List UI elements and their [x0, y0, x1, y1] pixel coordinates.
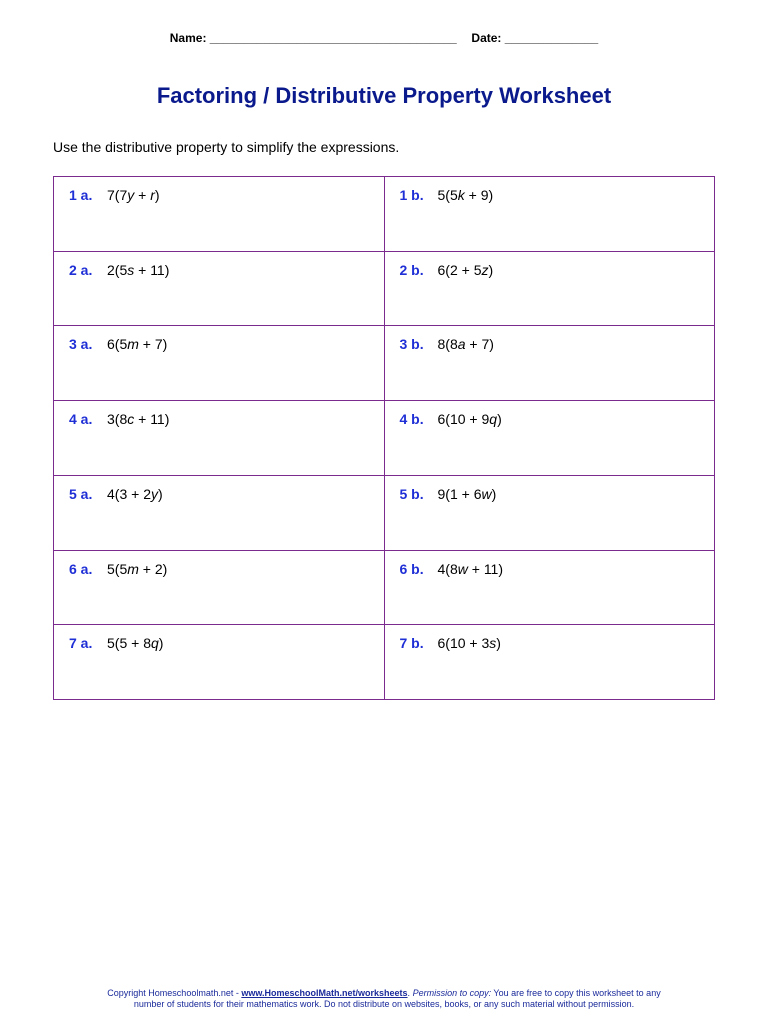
problem-number: 2 a. — [69, 261, 93, 278]
expression-text: 6(10 + 9 — [437, 411, 490, 428]
problem-row — [54, 475, 715, 550]
problem-number: 4 a. — [69, 411, 93, 428]
expression-text: ) — [491, 485, 497, 502]
problem-row — [54, 401, 715, 476]
problem-expression — [107, 262, 169, 278]
problem-expression — [107, 635, 163, 651]
expression-text: 6(10 + 3 — [437, 635, 490, 652]
problem-number: 1 a. — [69, 187, 93, 203]
expression-text: 2(5 — [107, 261, 128, 278]
problem-number: 3 a. — [69, 336, 93, 353]
footer — [0, 988, 768, 1010]
problem-number: 1 b. — [399, 187, 424, 203]
problem-cell-3b — [384, 326, 715, 401]
expression-text: ) — [496, 635, 501, 652]
problem-number: 5 a. — [69, 485, 93, 502]
expression-variable: k — [457, 187, 465, 203]
expression-text: ) — [154, 187, 160, 203]
expression-variable: a — [457, 336, 466, 353]
date-blank[interactable]: ______________ — [504, 31, 599, 45]
footer-line-1 — [0, 988, 768, 999]
expression-text: 5(5 + 8 — [107, 635, 151, 652]
expression-variable: z — [481, 261, 489, 278]
expression-text: + 11) — [134, 261, 170, 278]
problem-number: 5 b. — [399, 485, 424, 502]
problem-expression — [438, 336, 494, 352]
expression-text: ) — [497, 411, 502, 428]
expression-text: ) — [157, 485, 163, 502]
expression-text: 6(5 — [107, 336, 128, 353]
expression-variable: y — [150, 485, 158, 502]
problem-row — [54, 625, 715, 700]
problem-number: 6 a. — [69, 560, 93, 577]
footer-after-link: . — [407, 988, 413, 998]
expression-variable: m — [127, 560, 139, 577]
name-blank[interactable]: _____________________________________ — [209, 31, 457, 45]
expression-text: + 11) — [134, 411, 170, 428]
problem-cell-2b — [384, 251, 715, 326]
problem-cell-5b — [384, 475, 715, 550]
problem-table-body — [54, 177, 715, 700]
name-label: Name: — [169, 31, 207, 45]
expression-text: + 11) — [467, 560, 504, 577]
problem-expression — [438, 486, 497, 502]
problem-cell-3a — [54, 326, 385, 401]
problem-number: 4 b. — [399, 411, 424, 428]
problem-number: 7 a. — [69, 635, 93, 652]
problem-table — [53, 176, 715, 700]
expression-text: + 7) — [465, 336, 494, 353]
problem-cell-5a — [54, 475, 385, 550]
problem-expression — [107, 336, 167, 352]
expression-text: 5(5 — [107, 560, 128, 577]
footer-permission-label: Permission to copy: — [412, 988, 492, 998]
expression-text: 4(8 — [437, 560, 458, 577]
footer-permission-text-1: You are free to copy this worksheet to any — [491, 988, 661, 998]
date-label: Date: — [471, 31, 502, 45]
expression-variable: q — [150, 635, 159, 652]
problem-row — [54, 251, 715, 326]
expression-variable: r — [150, 187, 155, 203]
expression-text: 9(1 + 6 — [437, 485, 482, 502]
expression-text: 8(8 — [437, 336, 458, 353]
expression-text: ) — [158, 635, 164, 652]
problem-expression — [107, 411, 169, 427]
expression-text: 7(7 — [107, 187, 128, 203]
problem-row — [54, 550, 715, 625]
footer-link[interactable]: www.HomeschoolMath.net/worksheets — [241, 988, 408, 998]
instructions: Use the distributive property to simplify the expressions. — [53, 139, 400, 155]
problem-cell-1a — [54, 177, 385, 252]
expression-variable: q — [489, 411, 498, 428]
name-date-line — [0, 31, 768, 45]
expression-text: ) — [488, 261, 494, 278]
problem-expression — [438, 187, 494, 203]
problem-number: 6 b. — [399, 560, 424, 577]
problem-cell-6a — [54, 550, 385, 625]
problem-expression — [107, 561, 167, 577]
problem-expression — [107, 486, 163, 502]
problem-expression — [438, 262, 494, 278]
expression-variable: s — [127, 261, 135, 278]
problem-cell-4a — [54, 401, 385, 476]
expression-text: + 7) — [138, 336, 168, 353]
footer-line-2: number of students for their mathematics work. Do not distribute on websites, books, or any such material without permission. — [133, 999, 635, 1009]
expression-variable: y — [127, 187, 135, 203]
expression-variable: m — [127, 336, 139, 353]
expression-text: + 9) — [464, 187, 494, 203]
problem-expression — [438, 411, 502, 427]
expression-text: 4(3 + 2 — [107, 485, 151, 502]
problem-cell-2a — [54, 251, 385, 326]
problem-cell-1b — [384, 177, 715, 252]
problem-cell-7a — [54, 625, 385, 700]
problem-expression — [107, 187, 160, 203]
problem-number: 7 b. — [399, 635, 424, 652]
expression-text: 3(8 — [107, 411, 128, 428]
problem-number: 3 b. — [399, 336, 424, 353]
problem-cell-7b — [384, 625, 715, 700]
expression-text: 5(5 — [437, 187, 458, 203]
expression-text: 6(2 + 5 — [437, 261, 482, 278]
expression-text: + — [134, 187, 151, 203]
problem-cell-6b — [384, 550, 715, 625]
expression-text: + 2) — [138, 560, 168, 577]
expression-variable: w — [457, 560, 468, 577]
problem-number: 2 b. — [399, 261, 424, 278]
expression-variable: c — [127, 411, 135, 428]
problem-row — [54, 326, 715, 401]
problem-row — [54, 177, 715, 252]
problem-cell-4b — [384, 401, 715, 476]
problem-expression — [438, 561, 504, 577]
footer-copyright: Copyright Homeschoolmath.net - — [107, 988, 242, 998]
problem-expression — [438, 635, 501, 651]
page-title: Factoring / Distributive Property Worksheet — [156, 83, 612, 108]
expression-variable: s — [489, 635, 497, 652]
expression-variable: w — [481, 485, 492, 502]
